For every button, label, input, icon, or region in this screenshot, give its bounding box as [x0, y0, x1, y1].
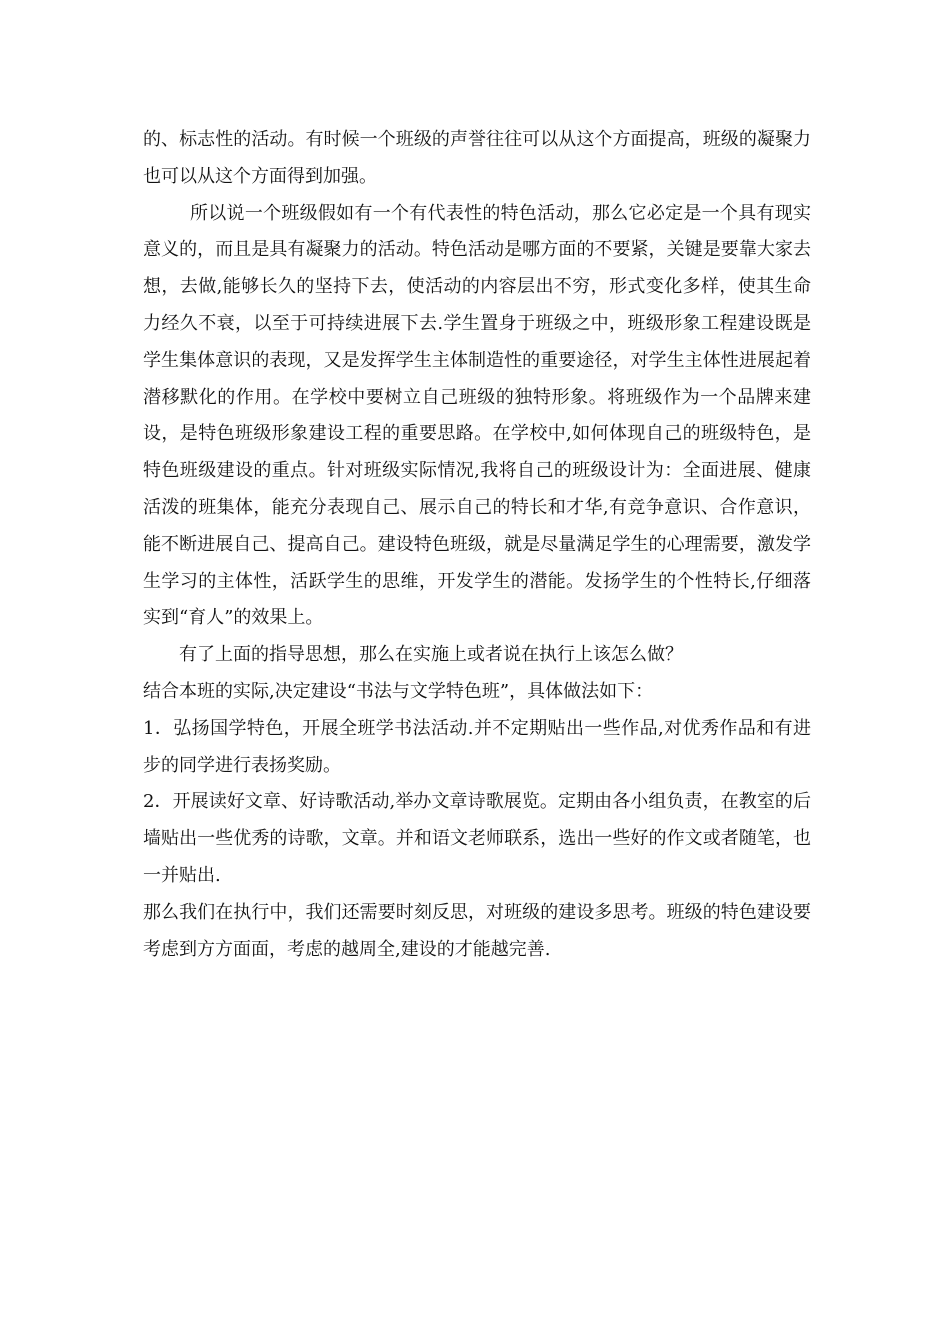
- paragraph-reflection: 那么我们在执行中，我们还需要时刻反思，对班级的建设多思考。班级的特色建设要考虑到方方面面，考虑的越周全,建设的才能越完善.: [143, 901, 811, 960]
- paragraph-implementation-question: 有了上面的指导思想，那么在实施上或者说在执行上该怎么做？: [179, 644, 683, 666]
- list-item-reading-poetry: 2．开展读好文章、好诗歌活动,举办文章诗歌展览。定期由各小组负责，在教室的后墙贴出一些优秀的诗歌，文章。并和语文老师联系，选出一些好的作文或者随笔，也一并贴出.: [143, 791, 811, 886]
- list-item-calligraphy: 1．弘扬国学特色，开展全班学书法活动.并不定期贴出一些作品,对优秀作品和有进步的同学进行表扬奖励。: [143, 717, 811, 776]
- paragraph-opening-fragment: 的、标志性的活动。有时候一个班级的声誉往往可以从这个方面提高，班级的凝聚力也可以从这个方面得到加强。: [143, 129, 811, 187]
- paragraph-feature-activity: 所以说一个班级假如有一个有代表性的特色活动，那么它必定是一个具有现实意义的，而且是具有凝聚力的活动。特色活动是哪方面的不要紧，关键是要靠大家去想，去做,能够长久的坚持下去，使活动的内容层出不穷，形式变化多样，使其生命力经久不衰，以至于可持续进展下去.学生置身于班级之中，班级形象工程建设既是学生集体意识的表现，又是发挥学生主体制造性的重要途径，对学生主体性进展起着潜移默化的作用。在学校中要树立自己班级的独特形象。将班级作为一个品牌来建设，是特色班级形象建设工程的重要思路。在学校中,如何体现自己的班级特色，是特色班级建设的重点。针对班级实际情况,我将自己的班级设计为：全面进展、健康活泼的班集体，能充分表现自己、展示自己的特长和才华,有竞争意识、合作意识，能不断进展自己、提高自己。建设特色班级，就是尽量满足学生的心理需要，激发学生学习的主体性，活跃学生的思维，开发学生的潜能。发扬学生的个性特长,仔细落实到“育人”的效果上。: [143, 202, 811, 629]
- paragraph-class-plan: 结合本班的实际,决定建设“书法与文学特色班”，具体做法如下：: [143, 680, 654, 702]
- document-body: [143, 122, 811, 968]
